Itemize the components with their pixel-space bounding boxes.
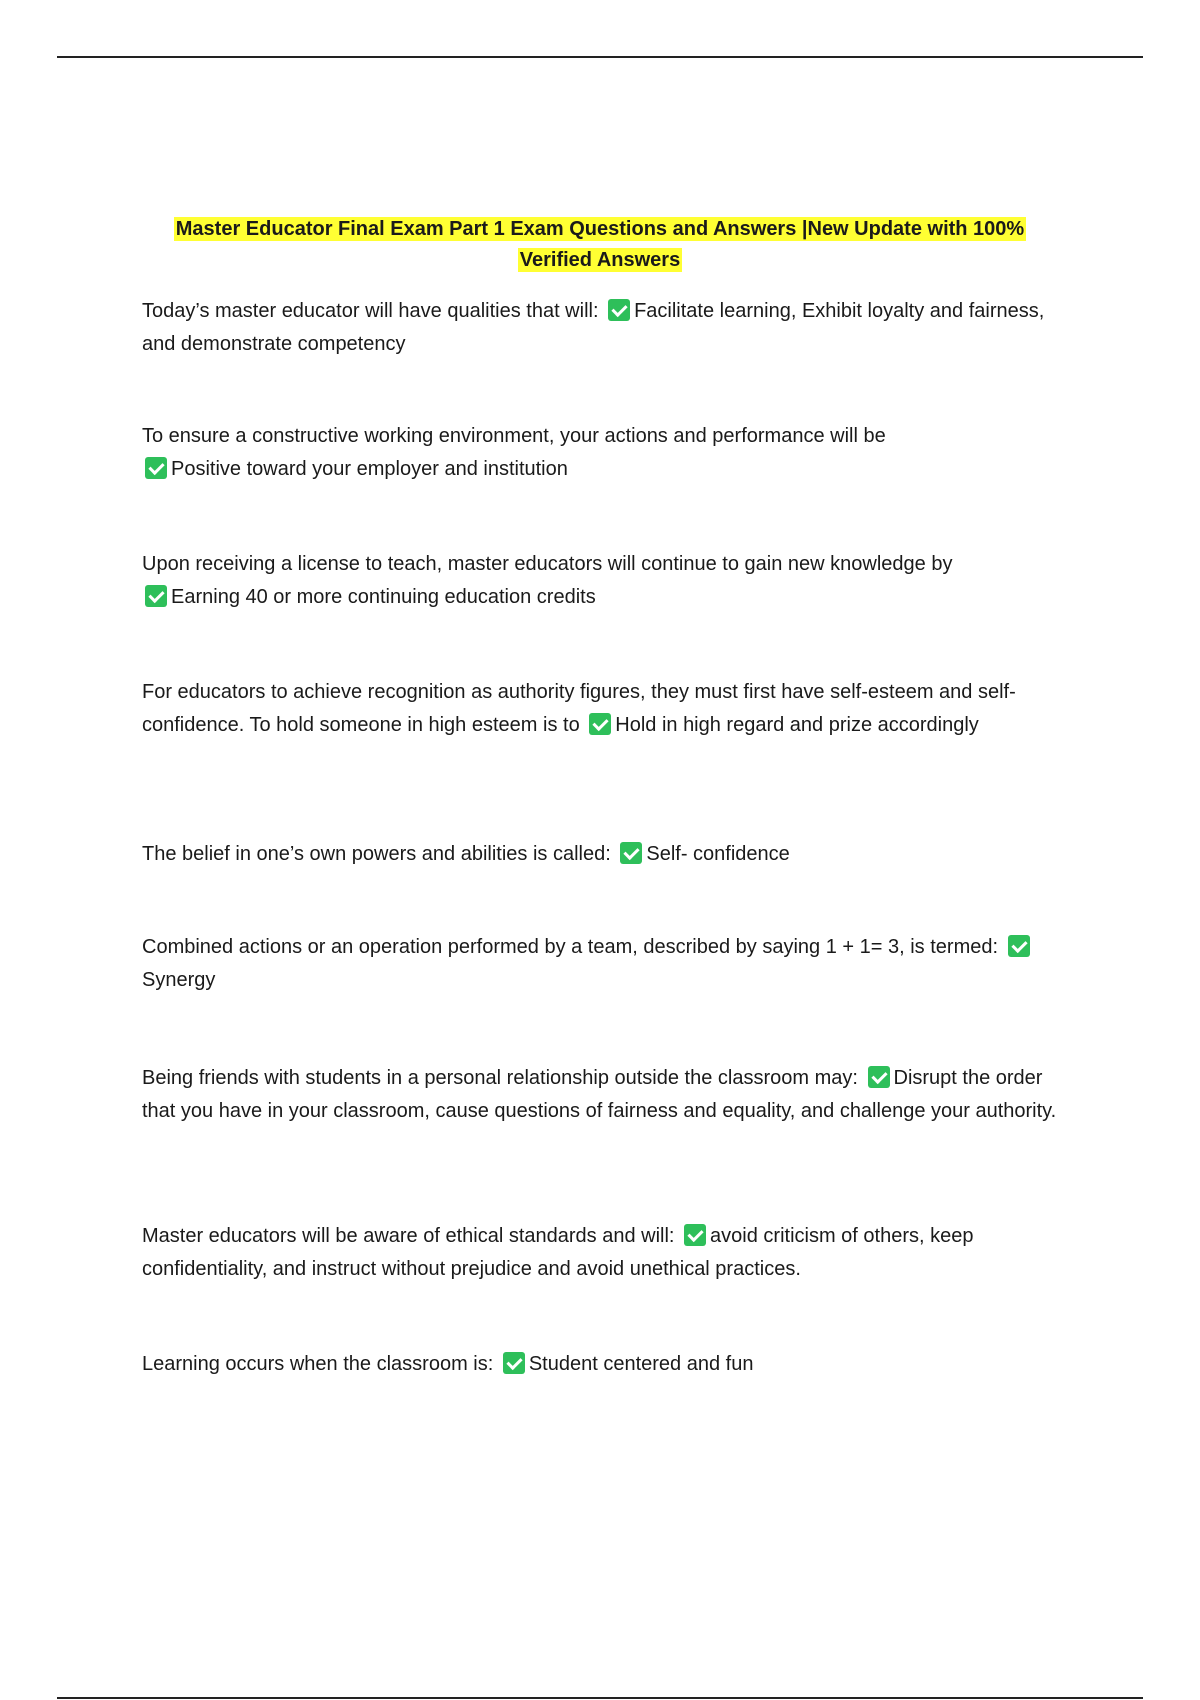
question-text: To ensure a constructive working environment, your actions and performance will be (142, 425, 886, 447)
answer-text: Synergy (142, 969, 216, 991)
answer-text: Positive toward your employer and institution (171, 458, 568, 480)
answer-text: avoid criticism of others, keep confidentiality, and instruct without prejudice and avoid unethical practices. (142, 1225, 974, 1280)
qa-item-8 (142, 1220, 1062, 1286)
answer-text: Hold in high regard and prize accordingly (615, 714, 979, 736)
qa-item-9 (142, 1348, 1062, 1381)
check-mark-icon (145, 457, 167, 479)
qa-item-2 (142, 420, 1062, 486)
answer-text: Earning 40 or more continuing education credits (171, 586, 596, 608)
qa-item-6 (142, 931, 1062, 997)
check-mark-icon (608, 299, 630, 321)
qa-item-3 (142, 548, 1062, 614)
footer-rule (57, 1697, 1143, 1699)
question-text: The belief in one’s own powers and abilities is called: (142, 843, 611, 865)
qa-item-5 (142, 838, 1062, 871)
check-mark-icon (684, 1224, 706, 1246)
check-mark-icon (145, 585, 167, 607)
document-title (140, 214, 1060, 276)
question-text: For educators to achieve recognition as authority figures, they must first have self-esteem and self-confidence. To hold someone in high esteem is to (142, 681, 1016, 736)
qa-item-7 (142, 1062, 1062, 1128)
check-mark-icon (589, 713, 611, 735)
title-line-2: Verified Answers (519, 249, 681, 271)
question-text: Learning occurs when the classroom is: (142, 1353, 494, 1375)
check-mark-icon (620, 842, 642, 864)
question-text: Master educators will be aware of ethical standards and will: (142, 1225, 675, 1247)
answer-text: Disrupt the order that you have in your classroom, cause questions of fairness and equality, and challenge your authority. (142, 1067, 1057, 1122)
question-text: Upon receiving a license to teach, master educators will continue to gain new knowledge by (142, 553, 953, 575)
question-text: Being friends with students in a personal relationship outside the classroom may: (142, 1067, 858, 1089)
check-mark-icon (503, 1352, 525, 1374)
question-text: Today’s master educator will have qualities that will: (142, 300, 599, 322)
title-line-1: Master Educator Final Exam Part 1 Exam Questions and Answers |New Update with 100% (175, 218, 1025, 240)
answer-text: Student centered and fun (528, 1353, 754, 1375)
answer-text: Facilitate learning, Exhibit loyalty and fairness, and demonstrate competency (142, 300, 1045, 355)
check-mark-icon (868, 1066, 890, 1088)
check-mark-icon (1008, 935, 1030, 957)
qa-item-1 (142, 295, 1062, 361)
question-text: Combined actions or an operation performed by a team, described by saying 1 + 1= 3, is termed: (142, 936, 999, 958)
answer-text: Self- confidence (646, 843, 790, 865)
header-rule (57, 56, 1143, 58)
qa-item-4 (142, 676, 1062, 742)
